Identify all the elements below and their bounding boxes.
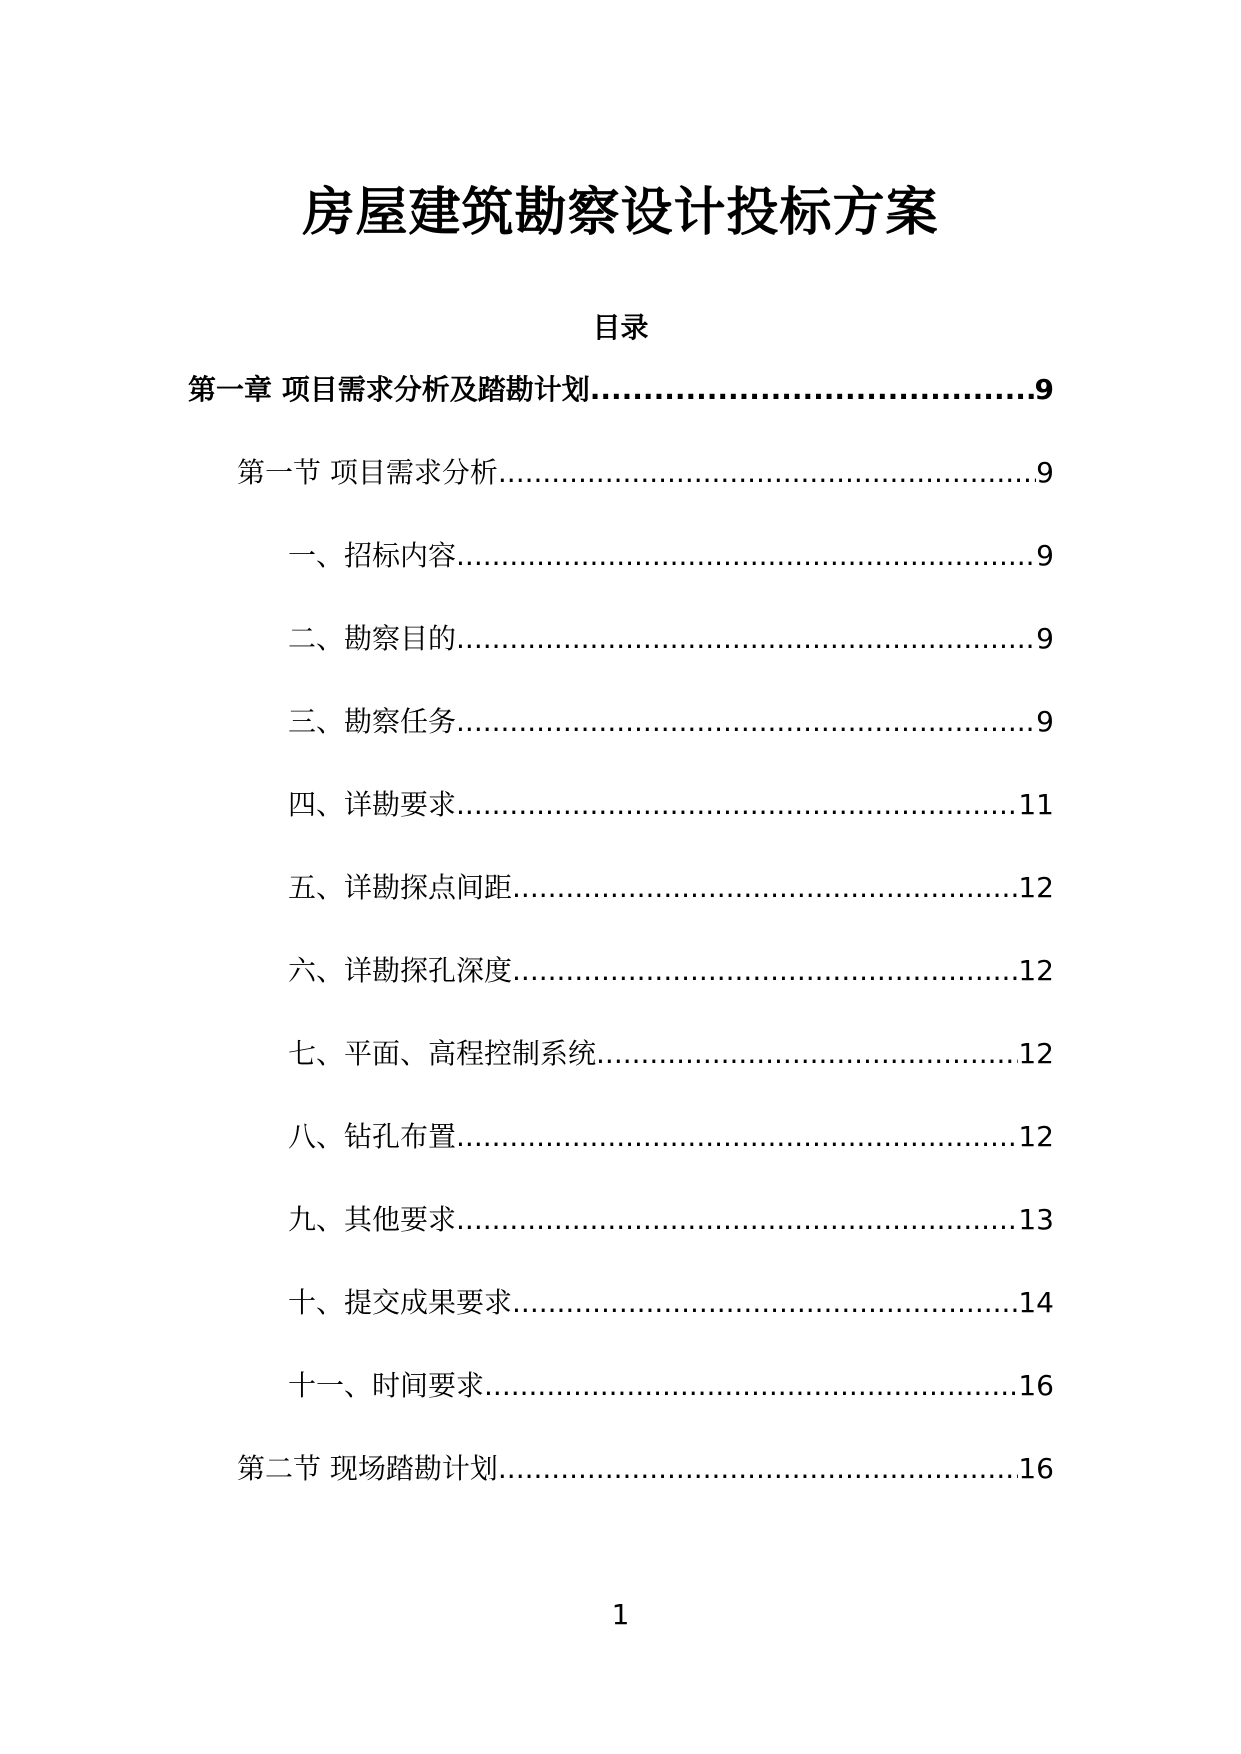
- toc-entry-label: 九、其他要求: [288, 1203, 457, 1236]
- toc-entry-page: 9: [1036, 539, 1054, 572]
- toc-entry-page: 12: [1018, 1120, 1054, 1153]
- toc-entry-item-11[interactable]: [288, 1366, 1054, 1406]
- toc-entry-label: 四、详勘要求: [288, 788, 457, 821]
- toc-entry-label: 三、勘察任务: [288, 705, 457, 738]
- toc-entry-label: 八、钻孔布置: [288, 1120, 457, 1153]
- toc-dot-leader: [512, 951, 1018, 991]
- toc-entry-label: 七、平面、高程控制系统: [288, 1037, 597, 1070]
- toc-dot-leader: [456, 536, 1036, 576]
- toc-entry-label: 六、详勘探孔深度: [288, 954, 513, 987]
- toc-entry-item-2[interactable]: [288, 619, 1054, 659]
- toc-entry-item-3[interactable]: [288, 702, 1054, 742]
- toc-entry-item-4[interactable]: [288, 785, 1054, 825]
- toc-entry-item-9[interactable]: [288, 1200, 1054, 1240]
- toc-entry-page: 9: [1036, 456, 1054, 489]
- toc-entry-label: 十、提交成果要求: [288, 1286, 513, 1319]
- toc-entry-page: 11: [1018, 788, 1054, 821]
- toc-entry-page: 13: [1018, 1203, 1054, 1236]
- toc-entry-section-1[interactable]: [237, 453, 1054, 493]
- toc-dot-leader: [456, 1117, 1018, 1157]
- toc-dot-leader: [456, 785, 1018, 825]
- toc-entry-item-10[interactable]: [288, 1283, 1054, 1323]
- toc-entry-item-5[interactable]: [288, 868, 1054, 908]
- toc-dot-leader: [498, 453, 1036, 493]
- toc-entry-label: 五、详勘探点间距: [288, 871, 513, 904]
- toc-entry-item-1[interactable]: [288, 536, 1054, 576]
- toc-entry-page: 12: [1018, 1037, 1054, 1070]
- document-title: 房屋建筑勘察设计投标方案: [302, 183, 939, 243]
- toc-entry-page: 9: [1034, 373, 1054, 406]
- toc-entry-page: 14: [1018, 1286, 1054, 1319]
- toc-dot-leader: [512, 1283, 1018, 1323]
- toc-dot-leader: [456, 1200, 1018, 1240]
- toc-entry-chapter-1[interactable]: [188, 370, 1054, 410]
- toc-dot-leader: [456, 702, 1036, 742]
- toc-dot-leader: [590, 370, 1035, 410]
- toc-dot-leader: [498, 1449, 1018, 1489]
- toc-entry-label: 二、勘察目的: [288, 622, 457, 655]
- toc-entry-page: 12: [1018, 871, 1054, 904]
- toc-entry-page: 16: [1018, 1452, 1054, 1485]
- toc-entry-page: 12: [1018, 954, 1054, 987]
- toc-entry-item-7[interactable]: [288, 1034, 1054, 1074]
- toc-entry-page: 9: [1036, 705, 1054, 738]
- toc-heading: 目录: [592, 311, 649, 344]
- page-number: 1: [611, 1598, 630, 1631]
- toc-entry-page: 9: [1036, 622, 1054, 655]
- toc-entry-item-8[interactable]: [288, 1117, 1054, 1157]
- toc-entry-label: 十一、时间要求: [288, 1369, 485, 1402]
- toc-entry-section-2[interactable]: [237, 1449, 1054, 1489]
- toc-dot-leader: [596, 1034, 1018, 1074]
- toc-dot-leader: [512, 868, 1018, 908]
- toc-entry-label: 第二节 现场踏勘计划: [237, 1452, 498, 1485]
- toc-dot-leader: [456, 619, 1036, 659]
- toc-dot-leader: [484, 1366, 1018, 1406]
- toc-entry-label: 第一节 项目需求分析: [237, 456, 498, 489]
- toc-entry-label: 一、招标内容: [288, 539, 457, 572]
- toc-entry-label: 第一章 项目需求分析及踏勘计划: [188, 373, 590, 406]
- toc-entry-page: 16: [1018, 1369, 1054, 1402]
- toc-entry-item-6[interactable]: [288, 951, 1054, 991]
